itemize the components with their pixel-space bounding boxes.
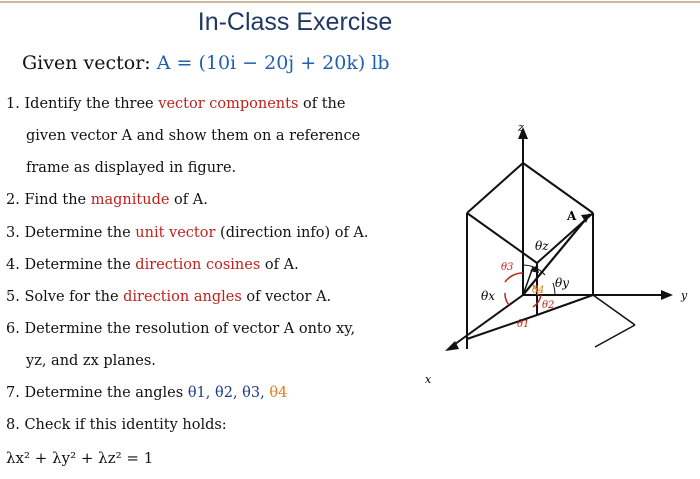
z-axis-label: z [518,121,524,134]
list-item: 6. Determine the resolution of vector A onto xy, [6,321,356,337]
page-title: In-Class Exercise [197,8,393,36]
identity-equation: λx² + λy² + λz² = 1 [6,449,154,467]
vector-diagram [405,115,695,395]
theta-3-label: θ3 [501,262,514,273]
given-vector [22,52,390,74]
header-rule [0,0,700,6]
theta-z-label: θz [535,239,549,253]
list-item-continuation: yz, and zx planes. [26,353,156,369]
theta-x-label: θx [481,289,495,303]
given-label: Given vector: [22,52,157,74]
theta-y-label: θy [555,276,570,290]
list-item: 7. Determine the angles θ1, θ2, θ3, θ4 [6,385,288,401]
list-item: 5. Solve for the direction angles of vector A. [6,289,332,305]
list-item-continuation: given vector A and show them on a reference [26,128,361,144]
theta-1-label: θ1 [517,319,530,330]
vector-label: A [567,209,577,223]
list-item: 1. Identify the three vector components of the [6,96,346,112]
theta-2-label: θ2 [542,300,555,311]
list-item: 2. Find the magnitude of A. [6,192,208,208]
list-item: 3. Determine the unit vector (direction info) of A. [6,225,369,241]
x-axis-label: x [425,373,432,386]
given-equation: A = (10i − 20j + 20k) lb [156,52,390,74]
list-item: 4. Determine the direction cosines of A. [6,257,299,273]
list-item: 8. Check if this identity holds: [6,417,227,433]
theta-4-label: θ4 [532,285,545,296]
y-axis-label: y [681,289,688,302]
list-item-continuation: frame as displayed in figure. [26,160,237,176]
